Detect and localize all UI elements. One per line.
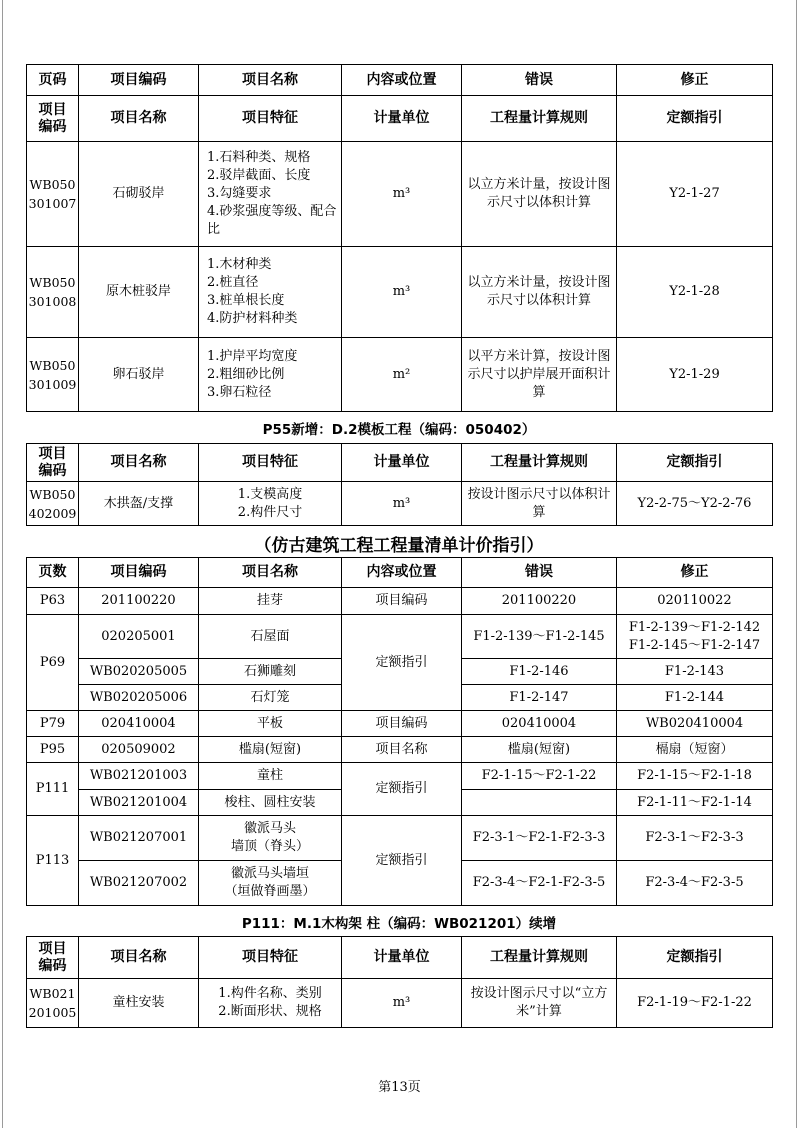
item-position: 定额指引 [342,615,462,711]
item-code: WB050301008 [27,247,79,338]
item-fix: F2-3-4～F2-3-5 [617,861,773,906]
header-cell: 定额指引 [617,96,773,142]
item-fix: F1-2-139～F1-2-142 F1-2-145～F1-2-147 [617,615,773,659]
table-row [27,247,773,338]
header-cell: 项目特征 [199,96,342,142]
table-header-row [27,96,773,142]
header-cell: 计量单位 [342,444,462,482]
item-quota: Y2-2-75～Y2-2-76 [617,482,773,526]
item-position: 项目编码 [342,588,462,615]
item-name: 童柱 [199,763,342,790]
header-cell: 项目 编码 [27,444,79,482]
item-name: 槛扇(短窗) [199,737,342,763]
page-number: P111 [27,763,79,816]
item-name: 石灯笼 [199,685,342,711]
header-cell: 项目名称 [79,937,199,979]
header-cell: 页数 [27,558,79,588]
header-cell: 项目名称 [79,444,199,482]
header-cell: 项目特征 [199,937,342,979]
item-fix: F2-3-1～F2-3-3 [617,816,773,861]
item-features: 1.石料种类、规格 2.驳岸截面、长度 3.勾缝要求 4.砂浆强度等级、配合比 [199,142,342,247]
item-code: WB050301007 [27,142,79,247]
header-cell: 项目特征 [199,444,342,482]
header-cell: 修正 [617,558,773,588]
table-row [27,338,773,412]
table-row [27,979,773,1028]
page-right-edge [796,0,797,1128]
table-header-row [27,444,773,482]
table-row [27,816,773,861]
table-row [27,711,773,737]
correction-table-4 [26,936,773,1028]
item-fix: 槅扇（短窗） [617,737,773,763]
section-caption: P55新增：D.2模板工程（编码：050402） [262,422,536,438]
item-code: WB021201004 [79,790,199,816]
page-number: P113 [27,816,79,906]
item-unit: m² [342,338,462,412]
correction-table-1 [26,64,773,412]
item-unit: m³ [342,142,462,247]
table-row [27,763,773,790]
item-position: 定额指引 [342,816,462,906]
item-rule: 以立方米计量，按设计图示尺寸以体积计算 [462,247,617,338]
table-row [27,588,773,615]
header-cell: 项目 编码 [27,96,79,142]
table-header-row [27,65,773,96]
item-features: 1.构件名称、类别 2.断面形状、规格 [199,979,342,1028]
item-error: F2-1-15～F2-1-22 [462,763,617,790]
item-error: 020410004 [462,711,617,737]
header-cell: 错误 [462,65,617,96]
item-fix: F2-1-15～F2-1-18 [617,763,773,790]
item-fix: F2-1-11～F2-1-14 [617,790,773,816]
item-rule: 按设计图示尺寸以体积计算 [462,482,617,526]
item-error: F1-2-146 [462,659,617,685]
page-left-edge [2,0,3,1128]
table-row [27,482,773,526]
item-code: 020205001 [79,615,199,659]
item-code: WB050301009 [27,338,79,412]
item-rule: 以立方米计量，按设计图示尺寸以体积计算 [462,142,617,247]
header-cell: 定额指引 [617,937,773,979]
item-name: 石狮雕刻 [199,659,342,685]
item-name: 梭柱、圆柱安装 [199,790,342,816]
item-position: 项目编码 [342,711,462,737]
table-header-row [27,558,773,588]
item-unit: m³ [342,247,462,338]
item-rule: 按设计图示尺寸以“立方米”计算 [462,979,617,1028]
item-position: 项目名称 [342,737,462,763]
page-footer: 第13页 [378,1080,421,1095]
item-features: 1.木材种类 2.桩直径 3.桩单根长度 4.防护材料种类 [199,247,342,338]
item-name: 石砌驳岸 [79,142,199,247]
item-quota: Y2-1-28 [617,247,773,338]
item-name: 平板 [199,711,342,737]
item-name: 原木桩驳岸 [79,247,199,338]
item-fix: F1-2-143 [617,659,773,685]
item-code: WB021201003 [79,763,199,790]
item-quota: Y2-1-27 [617,142,773,247]
header-cell: 项目名称 [79,96,199,142]
item-position: 定额指引 [342,763,462,816]
item-features: 1.护岸平均宽度 2.粗细砂比例 3.卵石粒径 [199,338,342,412]
header-cell: 页码 [27,65,79,96]
item-features: 1.支模高度 2.构件尺寸 [199,482,342,526]
section-title: （仿古建筑工程工程量清单计价指引） [254,536,544,556]
item-error: F1-2-147 [462,685,617,711]
item-fix: 020110022 [617,588,773,615]
header-cell: 项目名称 [199,65,342,96]
header-cell: 工程量计算规则 [462,937,617,979]
header-cell: 工程量计算规则 [462,444,617,482]
item-unit: m³ [342,979,462,1028]
item-name: 木拱盔/支撑 [79,482,199,526]
header-cell: 错误 [462,558,617,588]
header-cell: 内容或位置 [342,558,462,588]
header-cell: 项目 编码 [27,937,79,979]
header-cell: 计量单位 [342,937,462,979]
table-row [27,142,773,247]
item-error: F2-3-4～F2-1-F2-3-5 [462,861,617,906]
item-name: 卵石驳岸 [79,338,199,412]
page-number: P79 [27,711,79,737]
page-number: P63 [27,588,79,615]
item-quota: Y2-1-29 [617,338,773,412]
item-error: 槛扇(短窗) [462,737,617,763]
table-row [27,737,773,763]
item-code: WB020205005 [79,659,199,685]
correction-table-3 [26,557,773,906]
item-rule: 以平方米计算，按设计图示尺寸以护岸展开面积计算 [462,338,617,412]
item-fix: F1-2-144 [617,685,773,711]
item-code: WB021201005 [27,979,79,1028]
table-row [27,615,773,659]
item-name: 徽派马头 墙顶（脊头） [199,816,342,861]
item-error: F1-2-139～F1-2-145 [462,615,617,659]
item-code: WB050402009 [27,482,79,526]
item-quota: F2-1-19～F2-1-22 [617,979,773,1028]
item-name: 童柱安装 [79,979,199,1028]
item-code: WB020205006 [79,685,199,711]
header-cell: 内容或位置 [342,65,462,96]
item-error: 201100220 [462,588,617,615]
header-cell: 定额指引 [617,444,773,482]
section-caption: P111：M.1木构架 柱（编码：WB021201）续增 [241,916,557,932]
header-cell: 项目编码 [79,558,199,588]
correction-table-2 [26,443,773,526]
item-error: F2-3-1～F2-1-F2-3-3 [462,816,617,861]
header-cell: 修正 [617,65,773,96]
item-code: WB021207001 [79,816,199,861]
item-name: 石屋面 [199,615,342,659]
header-cell: 工程量计算规则 [462,96,617,142]
item-name: 徽派马头墙垣 （垣做脊画墨） [199,861,342,906]
item-code: 020509002 [79,737,199,763]
item-error [462,790,617,816]
header-cell: 项目编码 [79,65,199,96]
table-header-row [27,937,773,979]
header-cell: 项目名称 [199,558,342,588]
item-code: WB021207002 [79,861,199,906]
item-code: 201100220 [79,588,199,615]
item-unit: m³ [342,482,462,526]
page-number: P69 [27,615,79,711]
item-name: 挂芽 [199,588,342,615]
item-code: 020410004 [79,711,199,737]
page-number: P95 [27,737,79,763]
header-cell: 计量单位 [342,96,462,142]
item-fix: WB020410004 [617,711,773,737]
